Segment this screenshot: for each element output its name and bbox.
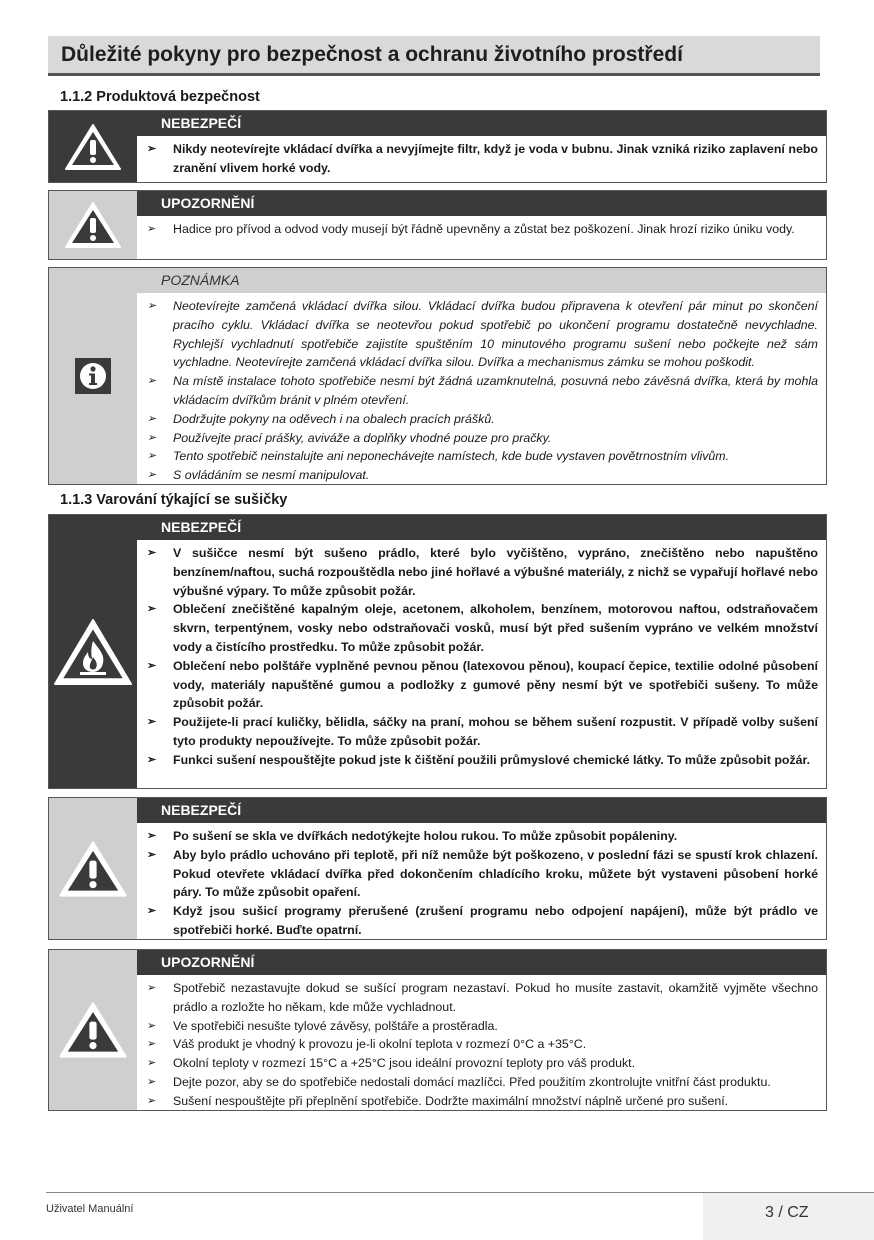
list-item: ➢ Když jsou sušicí programy přerušené (zrušení programu nebo odpojení napájení), může být prádlo ve spotřebiči horké. Buďte opatrní. xyxy=(147,904,818,937)
box-icon-area xyxy=(49,798,137,939)
box-body xyxy=(137,975,826,1113)
list-item: ➢ Tento spotřebič neinstalujte ani neponechávejte namístech, kde bude vystaven povětrnostním vlivům. xyxy=(147,449,730,464)
list-item: ➢ Neotevírejte zamčená vkládací dvířka silou. Vkládací dvířka budou připravena k otevření pár minut po skončení pracího cyklu. Vkládací dvířka se neotevřou pokud spotřebič po ukončení programu dostatečně nevychladne. Rychlejší vychladnutí spotřebiče zajistíte spuštěním 10 minutového programu sušení nebo počkejte než sám vychladne. Neotevírejte zamčená vkládací dvířka silou. Dvířka a mechanismus zámku se mohou poškodit. xyxy=(147,299,818,370)
danger-box-water xyxy=(48,110,827,183)
page-number: 3 / CZ xyxy=(703,1193,874,1240)
warning-triangle-icon xyxy=(58,1000,128,1060)
box-header: POZNÁMKA xyxy=(137,268,826,293)
danger-box-fire xyxy=(48,514,827,789)
box-icon-area xyxy=(49,111,137,182)
list-item: ➢ Spotřebič nezastavujte dokud se sušící program nezastaví. Pokud ho musíte zastavit, okamžitě vyjměte všechno prádlo a rozložte ho někam, kde může vychladnout. xyxy=(147,981,818,1014)
list-item: ➢ Hadice pro přívod a odvod vody musejí být řádně upevněny a zůstat bez poškození. Jinak hrozí riziko úniku vody. xyxy=(147,222,795,236)
warning-box-drying xyxy=(48,949,827,1111)
danger-box-hot xyxy=(48,797,827,940)
list-item: ➢ Používejte prací prášky, aviváže a doplňky vhodné pouze pro pračky. xyxy=(147,430,552,445)
list-item: ➢ Dejte pozor, aby se do spotřebiče nedostali domácí mazlíčci. Před použitím zkontrolujte vnitřní část produktu. xyxy=(147,1074,771,1089)
page-title: Důležité pokyny pro bezpečnost a ochranu životního prostředí xyxy=(48,36,820,76)
list-item: ➢ Nikdy neotevírejte vkládací dvířka a nevyjímejte filtr, když je voda v bubnu. Jinak vzniká riziko zaplavení nebo zranění vlivem horké vody. xyxy=(147,142,818,175)
list-item: ➢ Ve spotřebiči nesušte tylové závěsy, polštáře a prostěradla. xyxy=(147,1018,498,1033)
warning-triangle-icon xyxy=(58,839,128,899)
footer-manual-label: Uživatel Manuální xyxy=(46,1203,134,1215)
box-icon-area xyxy=(49,191,137,259)
list-item: ➢ Oblečení nebo polštáře vyplněné pevnou pěnou (latexovou pěnou), koupací čepice, textilie odolné působení vody, materiály napuštěné gumou a podložky z gumové pěny nesmí být ve spotřebiči sušeny. To může způsobit požár. xyxy=(147,658,818,711)
list-item: ➢ Použijete-li prací kuličky, bělidla, sáčky na praní, mohou se během sušení rozpustit. V případě volby sušení tyto produkty nepoužívejte. To může způsobit požár. xyxy=(147,715,818,748)
list-item: ➢ S ovládáním se nesmí manipulovat. xyxy=(147,468,370,483)
list-item: ➢ Po sušení se skla ve dvířkách nedotýkejte holou rukou. To může způsobit popáleniny. xyxy=(147,829,678,843)
box-header: UPOZORNĚNÍ xyxy=(137,191,826,216)
section-heading-1-1-2: 1.1.2 Produktová bezpečnost xyxy=(60,89,260,105)
box-header: NEBEZPEČÍ xyxy=(137,111,826,136)
flammable-icon xyxy=(53,617,133,687)
note-box xyxy=(48,267,827,485)
warning-triangle-icon xyxy=(64,122,122,172)
list-item: ➢ Aby bylo prádlo uchováno při teplotě, při níž nemůže být poškozeno, v poslední fázi se spustí krok chlazení. Pokud otevřete vkládací dvířka před dokončením chladícího kroku, můžete být vystaveni působení horké páry. To může způsobit opaření. xyxy=(147,847,818,900)
list-item: ➢ V sušičce nesmí být sušeno prádlo, které bylo vyčištěno, vypráno, znečištěno nebo napuštěno benzínem/naftou, suchá rozpouštědla nebo jiné hořlavé a výbušné materiály, z nichž se vypařují hořlavé nebo výbušné výpary. To může způsobit požár. xyxy=(147,546,818,598)
list-item: ➢ Dodržujte pokyny na oděvech i na obalech pracích prášků. xyxy=(147,411,495,426)
warning-box-hoses xyxy=(48,190,827,260)
warning-triangle-icon xyxy=(64,200,122,250)
section-heading-1-1-3: 1.1.3 Varování týkající se sušičky xyxy=(60,492,288,508)
list-item: ➢ Funkci sušení nespouštějte pokud jste k čištění použili průmyslové chemické látky. To může způsobit požár. xyxy=(147,752,811,767)
list-item: ➢ Oblečení znečištěné kapalným oleje, acetonem, alkoholem, benzínem, motorovou naftou, odstraňovačem skvrn, terpentýnem, vosky nebo odstraňovači vosků, musí být před sušením vypráno ve velkém množství vody a čistícího prostředku. To může způsobit požár. xyxy=(147,602,818,654)
box-header: NEBEZPEČÍ xyxy=(137,798,826,823)
box-body xyxy=(137,823,826,942)
list-item: ➢ Okolní teploty v rozmezí 15°C a +25°C jsou ideální provozní teploty pro váš produkt. xyxy=(147,1056,636,1071)
box-icon-area xyxy=(49,515,137,788)
list-item: ➢ Váš produkt je vhodný k provozu je-li okolní teplota v rozmezí 0°C a +35°C. xyxy=(147,1037,587,1052)
box-header: UPOZORNĚNÍ xyxy=(137,950,826,975)
info-icon xyxy=(73,356,113,396)
box-icon-area xyxy=(49,950,137,1110)
box-header: NEBEZPEČÍ xyxy=(137,515,826,540)
list-item: ➢ Sušení nespouštějte při přeplnění spotřebiče. Dodržte maximální množství náplně určené pro sušení. xyxy=(147,1093,729,1108)
box-body xyxy=(137,136,826,180)
box-body xyxy=(137,540,826,772)
box-body xyxy=(137,216,826,241)
box-body xyxy=(137,293,826,487)
list-item: ➢ Na místě instalace tohoto spotřebiče nesmí být žádná uzamknutelná, posuvná nebo závěsná dvířka, která by mohla vkládacím dvířkům bránit v plném otevření. xyxy=(147,374,818,407)
box-icon-area xyxy=(49,268,137,484)
